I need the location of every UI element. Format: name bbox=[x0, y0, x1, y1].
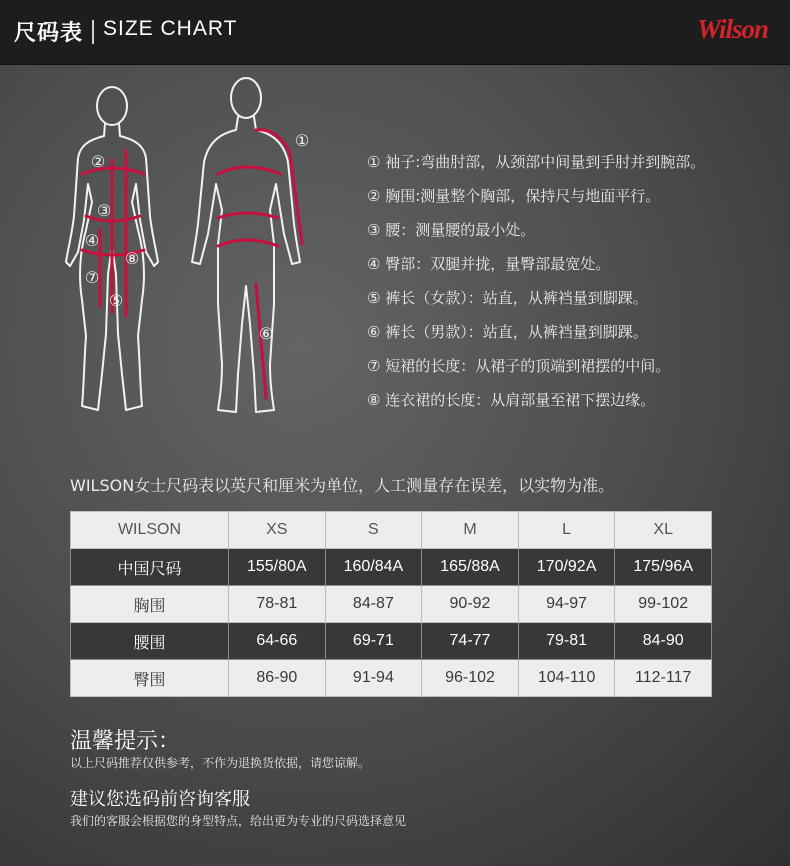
marker-6: ⑥ bbox=[258, 324, 274, 343]
table-cell: 160/84A bbox=[325, 549, 422, 586]
service-title: 建议您选码前咨询客服 bbox=[70, 789, 250, 810]
header-size-m: M bbox=[422, 512, 519, 549]
table-cell: 112-117 bbox=[615, 660, 712, 697]
title-divider bbox=[92, 20, 94, 44]
table-cell: 96-102 bbox=[422, 660, 519, 697]
header-size-xl: XL bbox=[615, 512, 712, 549]
header-bar bbox=[0, 0, 790, 65]
table-cell: 91-94 bbox=[325, 660, 422, 697]
legend-item-pants-women: ⑤ 裤长（女款）：站直，从裤裆量到脚踝。 bbox=[367, 289, 648, 307]
service-text: 我们的客服会根据您的身型特点，给出更为专业的尺码选择意见 bbox=[70, 814, 407, 828]
marker-1: ① bbox=[294, 131, 310, 150]
table-cell: 99-102 bbox=[615, 586, 712, 623]
table-cell: 90-92 bbox=[422, 586, 519, 623]
header-brand: WILSON bbox=[71, 512, 229, 549]
header-size-s: S bbox=[325, 512, 422, 549]
marker-4: ④ bbox=[84, 231, 100, 250]
legend-item-chest: ② 胸围:测量整个胸部，保持尺与地面平行。 bbox=[367, 187, 661, 205]
legend-item-waist: ③ 腰：测量腰的最小处。 bbox=[367, 221, 536, 239]
marker-5: ⑤ bbox=[108, 291, 124, 310]
table-cell: 84-87 bbox=[325, 586, 422, 623]
row-label: 中国尺码 bbox=[71, 549, 229, 586]
table-cell: 74-77 bbox=[422, 623, 519, 660]
legend-item-pants-men: ⑥ 裤长（男款）：站直，从裤裆量到脚踝。 bbox=[367, 323, 648, 341]
row-label: 胸围 bbox=[71, 586, 229, 623]
table-cell: 104-110 bbox=[518, 660, 615, 697]
marker-2: ② bbox=[90, 152, 106, 171]
size-table bbox=[70, 511, 712, 697]
header-size-l: L bbox=[518, 512, 615, 549]
header-size-xs: XS bbox=[229, 512, 326, 549]
table-header-row bbox=[71, 512, 712, 549]
legend-item-dress: ⑧ 连衣裙的长度：从肩部量至裙下摆边缘。 bbox=[367, 391, 656, 409]
table-cell: 155/80A bbox=[229, 549, 326, 586]
table-cell: 86-90 bbox=[229, 660, 326, 697]
table-cell: 69-71 bbox=[325, 623, 422, 660]
table-cell: 78-81 bbox=[229, 586, 326, 623]
guide-male-chest bbox=[218, 167, 280, 174]
table-cell: 175/96A bbox=[615, 549, 712, 586]
table-cell: 165/88A bbox=[422, 549, 519, 586]
marker-3: ③ bbox=[96, 201, 112, 220]
tips-title: 温馨提示： bbox=[70, 729, 181, 754]
page-title-cn: 尺码表 bbox=[14, 21, 84, 46]
unit-note: WILSON女士尺码表以英尺和厘米为单位，人工测量存在误差，以实物为准。 bbox=[70, 476, 615, 495]
table-row-waist bbox=[71, 623, 712, 660]
table-row-hips bbox=[71, 660, 712, 697]
row-label: 腰围 bbox=[71, 623, 229, 660]
table-cell: 84-90 bbox=[615, 623, 712, 660]
body-measurement-figures bbox=[58, 74, 358, 420]
table-row-chest bbox=[71, 586, 712, 623]
row-label: 臀围 bbox=[71, 660, 229, 697]
wilson-logo: Wilson bbox=[697, 14, 769, 44]
tips-text: 以上尺码推荐仅供参考，不作为退换货依据，请您谅解。 bbox=[70, 756, 371, 770]
marker-7: ⑦ bbox=[84, 268, 100, 287]
table-cell: 64-66 bbox=[229, 623, 326, 660]
table-cell: 79-81 bbox=[518, 623, 615, 660]
page-title-en: SIZE CHART bbox=[103, 17, 238, 40]
guide-male-hips bbox=[218, 240, 278, 246]
table-row-china-size bbox=[71, 549, 712, 586]
legend-item-skirt: ⑦ 短裙的长度：从裙子的顶端到裙摆的中间。 bbox=[367, 357, 671, 375]
marker-8: ⑧ bbox=[124, 249, 140, 268]
table-cell: 94-97 bbox=[518, 586, 615, 623]
guide-male-waist bbox=[218, 213, 278, 218]
male-figure-outline bbox=[192, 78, 300, 412]
legend-item-hips: ④ 臀部：双腿并拢，量臀部最宽处。 bbox=[367, 255, 611, 273]
table-cell: 170/92A bbox=[518, 549, 615, 586]
legend-item-sleeve: ① 袖子:弯曲肘部，从颈部中间量到手肘并到腕部。 bbox=[367, 153, 706, 171]
